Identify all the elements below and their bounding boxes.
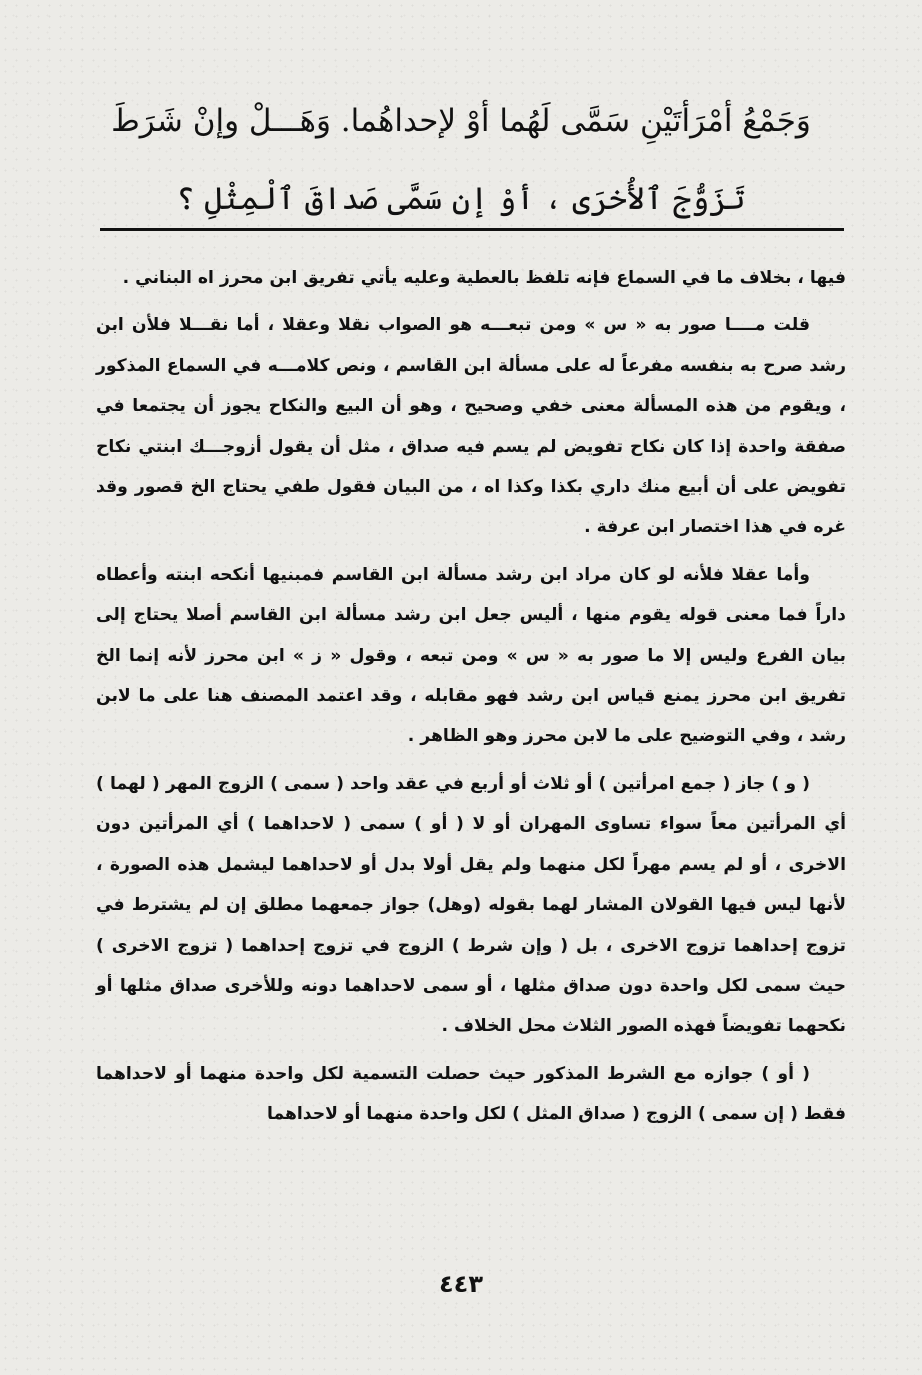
paragraph: ( و ) جاز ( جمع امرأتين ) أو ثلاث أو أربع في عقد واحد ( سمى ) الزوج المهر ( لهما ) أي المرأتين معاً سواء تساوى المهران أو لا ( أو ) سمى ( لاحداهما ) أي المرأتين دون الاخرى ، أو لم يسم مهراً لكل منهما ولم يقل أولا بدل أو لاحداهما ليشمل هذه الصورة ، لأنها ليس فيها القولان المشار لهما بقوله (وهل) جواز جمعهما مطلق إن لم يشترط في تزوج إحداهما تزوج الاخرى ، بل ( وإن شرط ) الزوج في تزوج إحداهما ( تزوج الاخرى ) حيث سمى لكل واحدة دون صداق مثلها ، أو سمى لاحداهما دونه وللأخرى صداق مثلها أو نكحهما تفويضاً فهذه الصور الثلاث محل الخلاف .	[96, 773, 846, 1037]
paragraph: ( أو ) جوازه مع الشرط المذكور حيث حصلت التسمية لكل واحدة منهما أو لاحداهما فقط ( إن سمى ) الزوج ( صداق المثل ) لكل واحدة منهما أو لاحداهما	[96, 1063, 846, 1125]
matn-line: تَزَوُّجَ ٱلأُخرَى ، أوْ إن سَمَّى صَداقَ ٱلْمِثْلِ ؟	[176, 181, 746, 217]
separator-rule	[100, 228, 844, 231]
matn-line: وَجَمْعُ أمْرَأتَيْنِ سَمَّى لَهُما أوْ لإحداهُما. وَهَـــلْ وإنْ شَرَطَ	[111, 103, 811, 139]
paragraph: قلت مــــا صور به « س » ومن تبعـــه هو الصواب نقلا وعقلا ، أما نقـــلا فلأن ابن رشد صرح به بنفسه مفرعاً له على مسألة ابن القاسم ، ونص كلامـــه في السماع المذكور ، ويقوم من هذه المسألة معنى خفي وصحيح ، وهو أن البيع والنكاح يجوز أن يجتمعا في صفقة واحدة إذا كان نكاح تفويض لم يسم فيه صداق ، مثل أن يقول أزوجـــك ابنتي نكاح تفويض على أن أبيع منك داري بكذا وكذا اه ، من البيان فقول طفي يحتاج الخ قصور وقد غره في هذا اختصار ابن عرفة .	[96, 315, 846, 538]
matn-heading	[100, 82, 822, 238]
page-number: ٤٤٣	[439, 1270, 483, 1298]
paragraph: فيها ، بخلاف ما في السماع فإنه تلفظ بالعطية وعليه يأتي تفريق ابن محرز اه البناني .	[122, 268, 846, 288]
commentary-body	[96, 258, 846, 1142]
paragraph: وأما عقلا فلأنه لو كان مراد ابن رشد مسألة ابن القاسم فمبنيها أنكحه ابنته وأعطاه داراً فما معنى قوله يقوم منها ، أليس جعل ابن رشد مسألة ابن القاسم أصلا يحتاج إلى بيان الفرع وليس إلا ما صور به « س » ومن تبعه ، وقول « ز » ابن محرز لأنه إنما الخ تفريق ابن محرز يمنع قياس ابن رشد فهو مقابله ، وقد اعتمد المصنف هنا على ما لابن رشد ، وفي التوضيح على ما لابن محرز وهو الظاهر .	[96, 564, 846, 747]
